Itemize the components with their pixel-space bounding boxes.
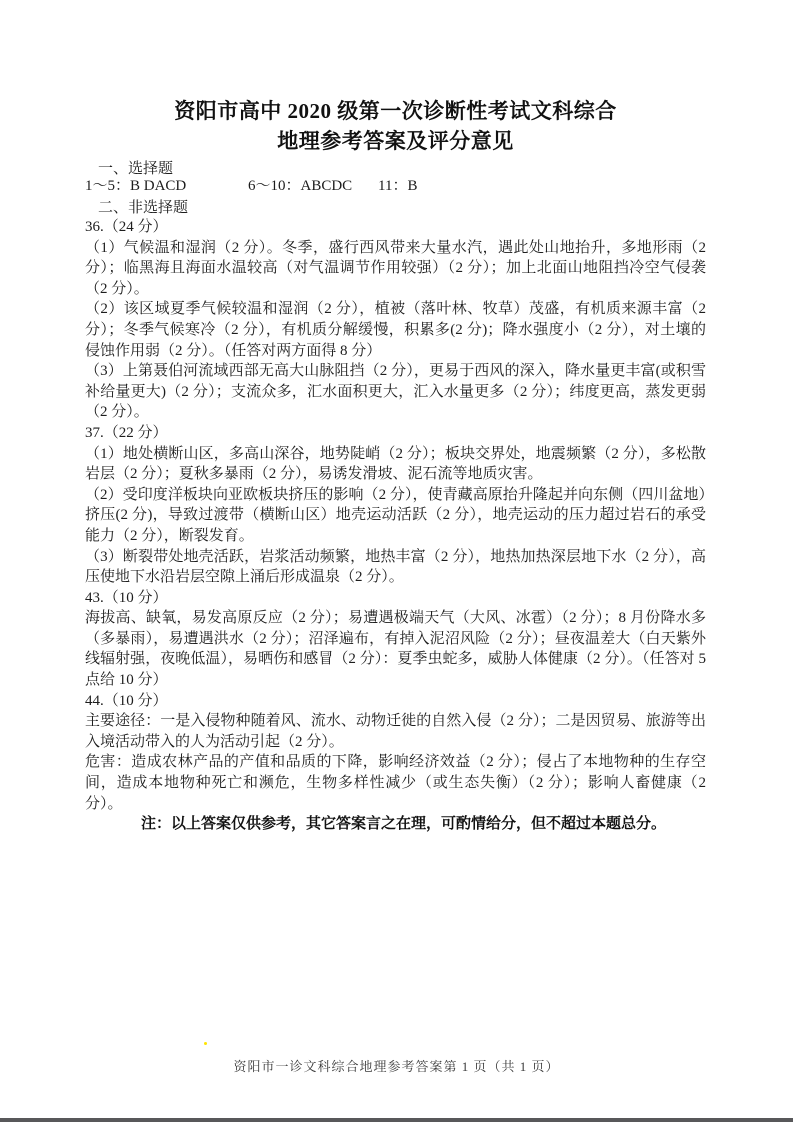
question-36-answer-2: （2）该区域夏季气候较温和湿润（2 分），植被（落叶林、牧草）茂盛，有机质来源丰富（2 分）；冬季气候寒冷（2 分），有机质分解缓慢，积累多(2 分)；降水强度小（2 分），对土壤的侵蚀作用弱（2 分）。（任答对两方面得 8 分）	[85, 301, 706, 359]
grading-note: 注：以上答案仅供参考，其它答案言之在理，可酌情给分，但不超过本题总分。	[141, 816, 667, 833]
section-heading-multiple-choice: 一、选择题	[98, 161, 174, 177]
question-37-answer-2: （2）受印度洋板块向亚欧板块挤压的影响（2 分），使青藏高原抬升隆起并向东侧（四川盆地）挤压(2 分)，导致过渡带（横断山区）地壳运动活跃（2 分），地壳运动的压力超过岩石的承受能力（2 分），断裂发育。	[85, 486, 706, 544]
document-title-line1: 资阳市高中 2020 级第一次诊断性考试文科综合	[174, 99, 617, 123]
question-37-answer-3: （3）断裂带处地壳活跃，岩浆活动频繁，地热丰富（2 分），地热加热深层地下水（2 分），高压使地下水沿岩层空隙上涌后形成温泉（2 分）。	[85, 548, 706, 586]
choice-answers-1-5: 1～5：B DACD	[85, 178, 187, 194]
scan-artifact-dot	[204, 1042, 207, 1045]
question-44	[85, 691, 706, 815]
question-36	[85, 217, 706, 423]
question-44-answer-routes: 主要途径：一是入侵物种随着风、流水、动物迁徙的自然入侵（2 分）；二是因贸易、旅游等出入境活动带入的人为活动引起（2 分）。	[85, 713, 706, 750]
question-36-answer-3: （3）上第聂伯河流域西部无高大山脉阻挡（2 分），更易于西风的深入，降水量更丰富(或积雪补给量更大)（2 分）；支流众多，汇水面积更大，汇入水量更多（2 分）；纬度更高，蒸发更弱（2 分）。	[85, 363, 706, 421]
choice-answer-11: 11：B	[378, 178, 418, 194]
section-heading-free-response: 二、非选择题	[98, 200, 189, 216]
question-43-answer-1: 海拔高、缺氧，易发高原反应（2 分）；易遭遇极端天气（大风、冰雹）（2 分）；8 月份降水多（多暴雨），易遭遇洪水（2 分）；沼泽遍布，有掉入泥沼风险（2 分）；昼夜温差大（白天紫外线辐射强，夜晚低温），易晒伤和感冒（2 分）：夏季虫蛇多，威胁人体健康（2 分）。（任答对 5 点给 10 分）	[85, 610, 706, 689]
page-footer: 资阳市一诊文科综合地理参考答案第 1 页（共 1 页）	[233, 1059, 560, 1074]
choice-answers-6-10: 6～10：ABCDC	[248, 178, 353, 194]
question-36-number: 36.（24 分）	[85, 219, 168, 235]
document-title-line2: 地理参考答案及评分意见	[277, 129, 514, 153]
multiple-choice-answers-row	[85, 178, 706, 195]
document-content	[85, 96, 706, 835]
question-37-number: 37.（22 分）	[85, 424, 168, 441]
question-37-answer-1: （1）地处横断山区，多高山深谷，地势陡峭（2 分）；板块交界处，地震频繁（2 分），多松散岩层（2 分）；夏秋多暴雨（2 分），易诱发滑坡、泥石流等地质灾害。	[85, 445, 706, 483]
scan-edge-bar	[0, 1118, 793, 1122]
question-43-number: 43.（10 分）	[85, 589, 168, 606]
question-37	[85, 423, 706, 588]
question-43	[85, 588, 706, 691]
question-36-answer-1: （1）气候温和湿润（2 分）。冬季，盛行西风带来大量水汽，遇此处山地抬升，多地形雨（2 分）；临黑海且海面水温较高（对气温调节作用较强）（2 分）；加上北面山地阻挡冷空气侵袭（2 分）。	[85, 239, 706, 297]
question-44-answer-harm: 危害：造成农林产品的产值和品质的下降，影响经济效益（2 分）；侵占了本地物种的生存空间，造成本地物种死亡和濒危，生物多样性减少（或生态失衡）（2 分）；影响人畜健康（2 分）。	[85, 754, 706, 812]
question-44-number: 44.（10 分）	[85, 692, 168, 709]
